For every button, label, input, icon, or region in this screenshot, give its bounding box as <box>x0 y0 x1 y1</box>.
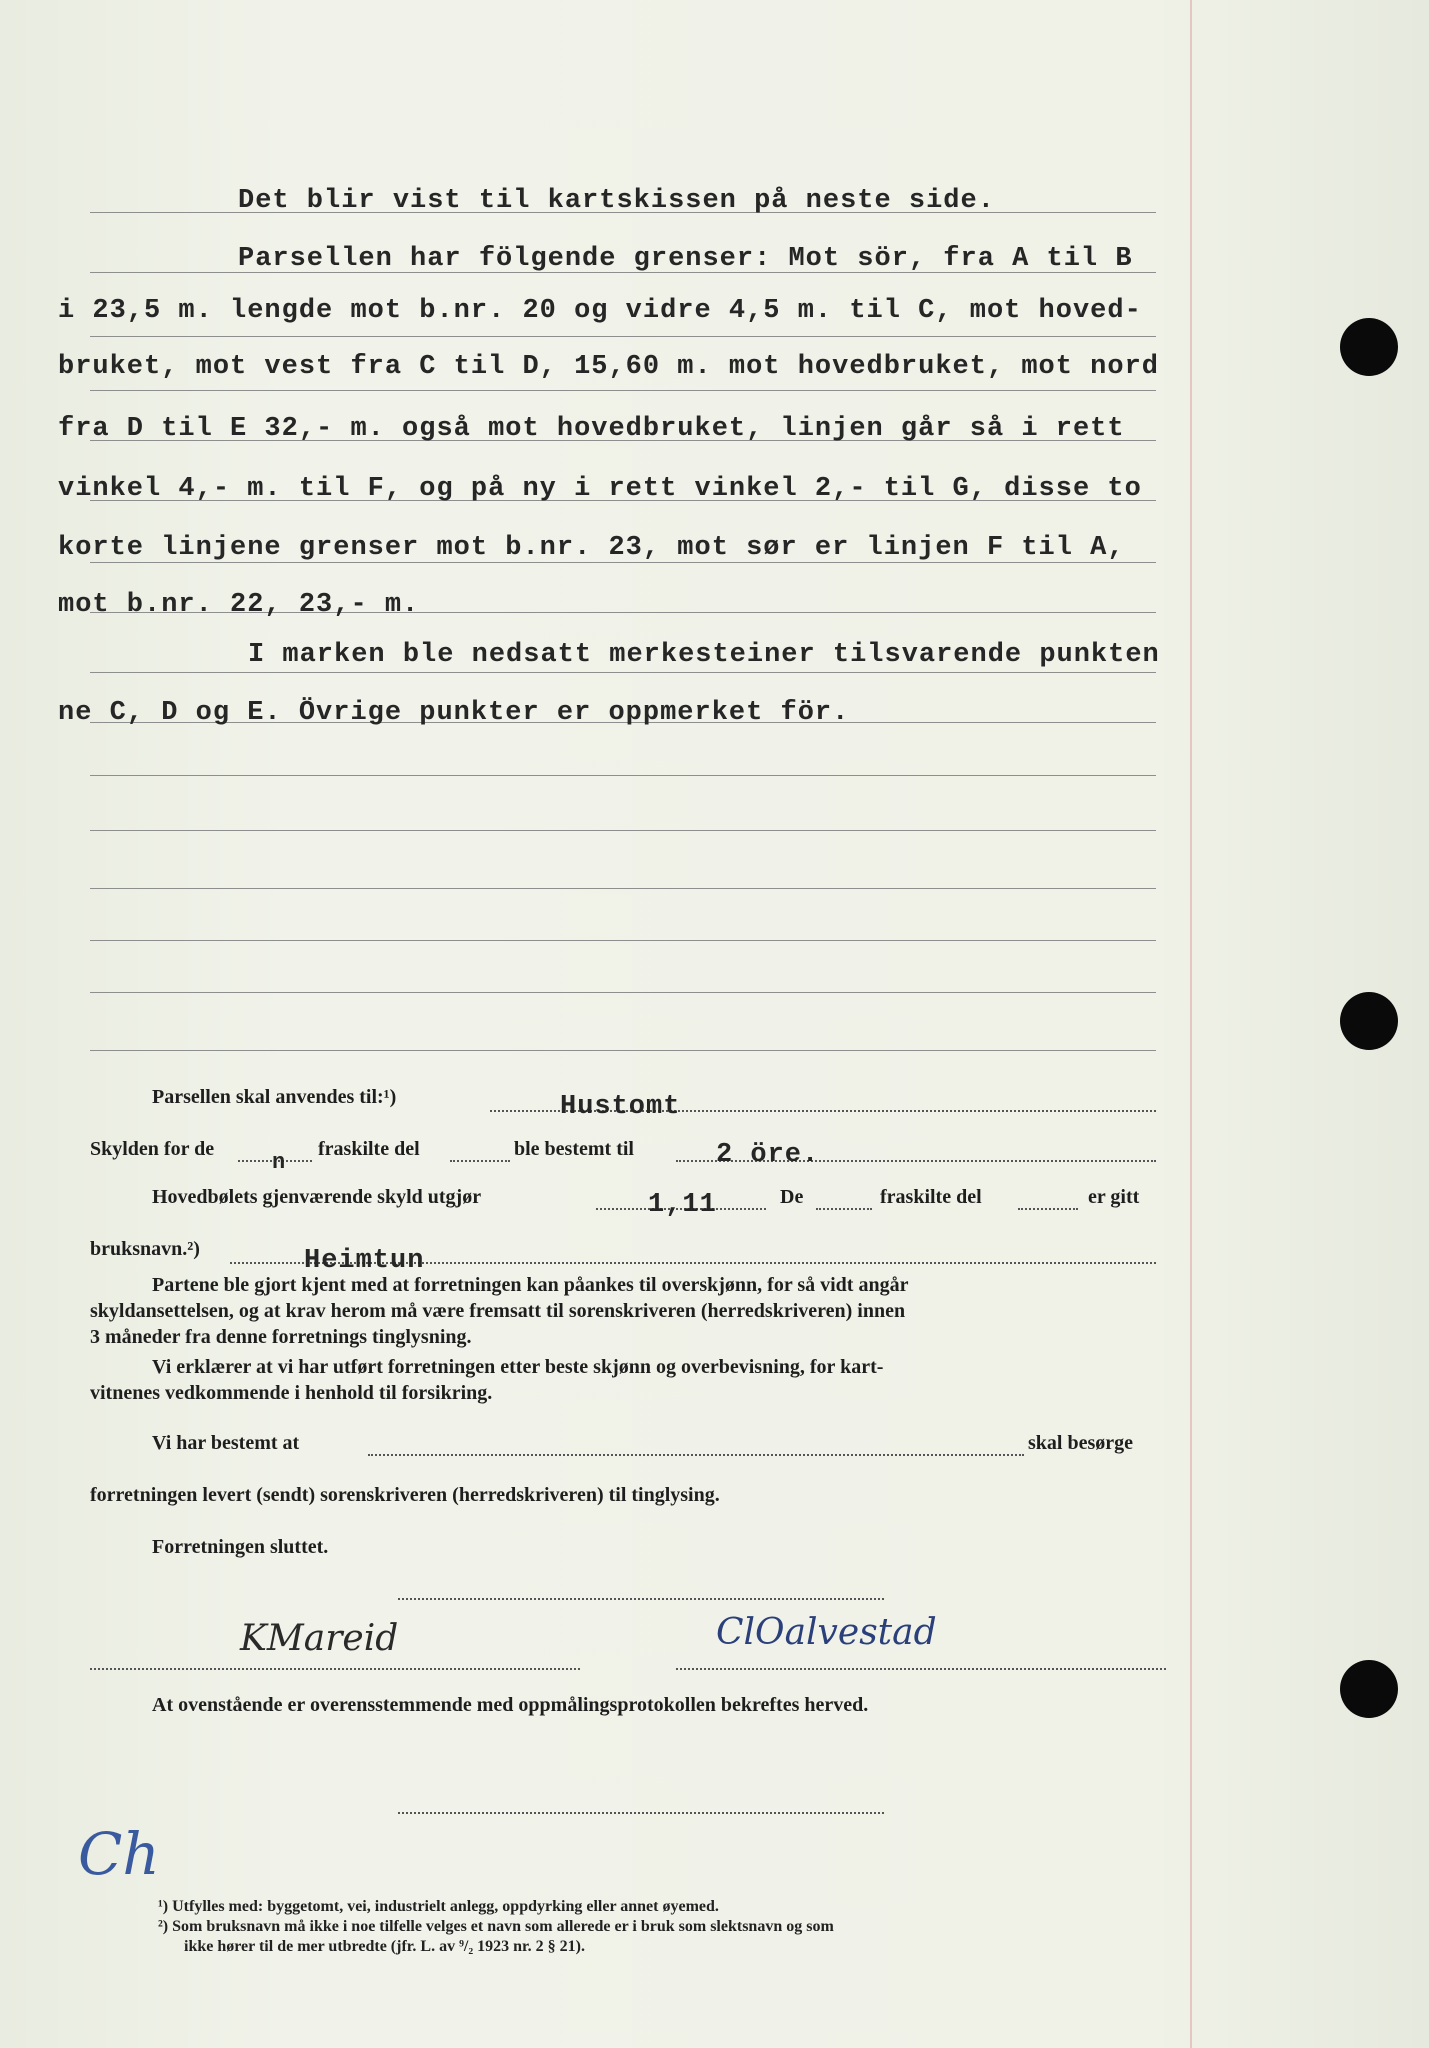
footnote-2-line1: ²) Som bruksnavn må ikke i noe tilfelle velges et navn som allerede er i bruk som slektsnavn og som <box>158 1918 834 1935</box>
punch-hole-middle <box>1340 992 1398 1050</box>
footnote-1: ¹) Utfylles med: byggetomt, vei, industrielt anlegg, oppdyrking eller annet øyemed. <box>158 1898 719 1915</box>
de-label: De <box>780 1186 804 1208</box>
typed-line-6: vinkel 4,- m. til F, og på ny i rett vinkel 2,- til G, disse to <box>58 474 1142 504</box>
bruksnavn-value: Heimtun <box>304 1246 425 1276</box>
typed-line-4: bruket, mot vest fra C til D, 15,60 m. mot hovedbruket, mot nord <box>58 352 1159 382</box>
signature-left-line <box>90 1668 580 1670</box>
skyld-label-a: Skylden for de <box>90 1138 215 1160</box>
signature-left: KMareid <box>240 1618 399 1659</box>
typed-line-2: Parsellen har fölgende grenser: Mot sör, fra A til B <box>238 244 1133 274</box>
fraskilte-label: fraskilte del <box>880 1186 982 1208</box>
bruksnavn-label: bruksnavn.²) <box>90 1238 200 1260</box>
typed-line-5: fra D til E 32,- m. også mot hovedbruket, linjen går så i rett <box>58 414 1125 444</box>
typed-line-8: mot b.nr. 22, 23,- m. <box>58 590 420 620</box>
rule-line <box>90 775 1156 776</box>
punch-hole-bottom <box>1340 1660 1398 1718</box>
rule-line <box>90 672 1156 673</box>
para1-line2: skyldansettelsen, og at krav herom må være fremsatt til sorenskriveren (herredskriveren) innen <box>90 1300 906 1322</box>
rule-line <box>90 1050 1156 1051</box>
signature-right: ClOalvestad <box>716 1612 937 1653</box>
para2-line1: Vi erklærer at vi har utført forretningen etter beste skjønn og overbevisning, for kart- <box>152 1356 884 1378</box>
typed-line-7: korte linjene grenser mot b.nr. 23, mot sør er linjen F til A, <box>58 533 1125 563</box>
anvendes-label: Parsellen skal anvendes til:¹) <box>152 1086 397 1108</box>
signature-right-line <box>676 1668 1166 1670</box>
typed-line-10: ne C, D og E. Övrige punkter er oppmerket för. <box>58 698 850 728</box>
rule-line <box>90 830 1156 831</box>
para1-line1: Partene ble gjort kjent med at forretningen kan påankes til overskjønn, for så vidt angår <box>152 1274 909 1296</box>
rule-line <box>90 888 1156 889</box>
bekreftes-label: At ovenstående er overensstemmende med oppmålingsprotokollen bekreftes herved. <box>152 1694 869 1716</box>
para2-line2: vitnenes vedkommende i henhold til forsikring. <box>90 1382 493 1404</box>
fraskilte-line <box>1018 1208 1078 1210</box>
signature-top-line <box>398 1598 884 1600</box>
bestemt-label: Vi har bestemt at <box>152 1432 300 1454</box>
footnote-2-line2: ikke hører til de mer utbredte (jfr. L. av ⁹/₂ 1923 nr. 2 § 21). <box>184 1938 585 1955</box>
skyld-n: n <box>272 1150 287 1175</box>
rule-line <box>90 336 1156 337</box>
margin-rule <box>1190 0 1192 2048</box>
certify-signature-line <box>398 1812 884 1814</box>
typed-line-3: i 23,5 m. lengde mot b.nr. 20 og vidre 4,5 m. til C, mot hoved- <box>58 296 1142 326</box>
de-line <box>816 1208 872 1210</box>
anvendes-value: Hustomt <box>560 1092 681 1122</box>
skyld-line-b <box>450 1160 510 1162</box>
levert-label: forretningen levert (sendt) sorenskriveren (herredskriveren) til tinglysing. <box>90 1484 720 1506</box>
hoved-label: Hovedbølets gjenværende skyld utgjør <box>152 1186 482 1208</box>
rule-line <box>90 940 1156 941</box>
rule-line <box>90 390 1156 391</box>
skyld-label-c: ble bestemt til <box>514 1138 634 1160</box>
bestemt-line <box>368 1454 1024 1456</box>
rule-line <box>90 992 1156 993</box>
para1-line3: 3 måneder fra denne forretnings tinglysning. <box>90 1326 472 1348</box>
gitt-label: er gitt <box>1088 1186 1140 1208</box>
typed-line-9: I marken ble nedsatt merkesteiner tilsvarende punkten <box>248 640 1160 670</box>
sluttet-label: Forretningen sluttet. <box>152 1536 329 1558</box>
typed-line-1: Det blir vist til kartskissen på neste side. <box>238 186 995 216</box>
besorge-label: skal besørge <box>1028 1432 1133 1454</box>
punch-hole-top <box>1340 318 1398 376</box>
initials-signature: Ch <box>78 1820 160 1888</box>
skyld-label-b: fraskilte del <box>318 1138 420 1160</box>
skyld-value: 2 öre. <box>716 1140 820 1170</box>
hoved-value: 1,11 <box>648 1190 717 1220</box>
